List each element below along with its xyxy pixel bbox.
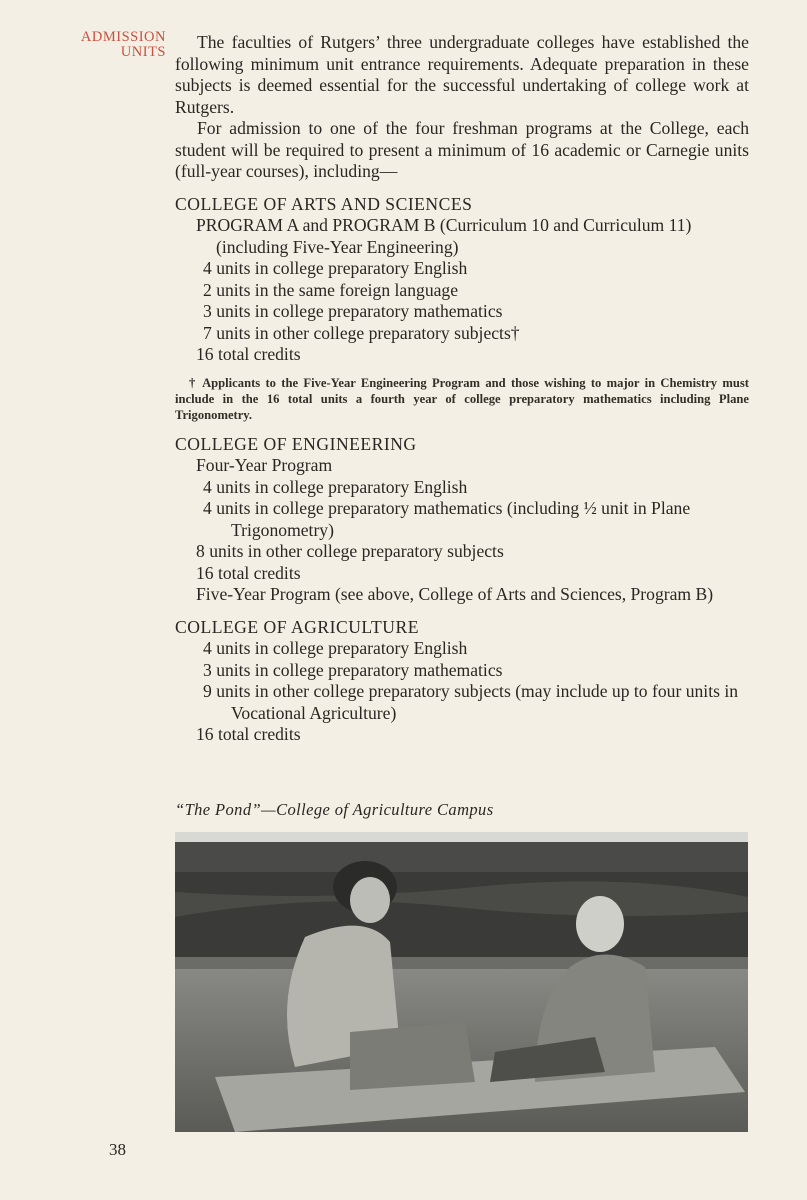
arts-sciences-total: 16 total credits (196, 344, 301, 364)
engineering-five-year: Five-Year Program (see above, College of Arts and Sciences, Program B) (196, 584, 714, 604)
intro-paragraph-2: For admission to one of the four freshman programs at the College, each student will be required to present a minimum of 16 academic or Carnegie units (full-year courses), including— (175, 118, 749, 181)
agriculture-item: 9 units in other college preparatory subjects (may include up to four units in Vocational Agriculture) (203, 681, 739, 723)
photo-caption: “The Pond”—College of Agriculture Campus (175, 800, 494, 819)
pond-photo-illustration (175, 832, 748, 1132)
pond-photo (175, 832, 748, 1132)
margin-heading-line1: ADMISSION (80, 29, 166, 45)
agriculture-item: 3 units in college preparatory mathematics (203, 659, 503, 680)
arts-sciences-item: 2 units in the same foreign language (203, 279, 459, 300)
page-number: 38 (109, 1140, 126, 1159)
engineering-item: 8 units in other college preparatory subjects (196, 541, 504, 561)
arts-sciences-item: 7 units in other college preparatory subjects† (203, 322, 520, 343)
agriculture-heading: COLLEGE OF AGRICULTURE (175, 616, 419, 637)
engineering-item: 4 units in college preparatory English (203, 476, 468, 497)
arts-sciences-item: 3 units in college preparatory mathematics (203, 301, 503, 321)
agriculture-total: 16 total credits (196, 724, 301, 744)
arts-sciences-program-text: PROGRAM A and PROGRAM B (Curriculum 10 and Curriculum 11) (including Five-Year Engineering) (196, 215, 692, 257)
arts-sciences-heading: COLLEGE OF ARTS AND SCIENCES (175, 193, 473, 214)
engineering-total: 16 total credits (196, 562, 301, 583)
arts-sciences-program (175, 215, 749, 258)
margin-heading-line2: UNITS (120, 44, 166, 60)
intro-paragraph-1: The faculties of Rutgers’ three undergraduate colleges have established the following minimum unit entrance requirements. Adequate preparation in these subjects is deemed essential for the successful undertaking of college work at Rutgers. (175, 32, 749, 117)
engineering-program: Four-Year Program (196, 455, 333, 475)
footnote: † Applicants to the Five-Year Engineering Program and those wishing to major in Chemistry must include in the 16 total units a fourth year of college preparatory mathematics including Plane Trigonometry. (175, 375, 749, 422)
margin-heading (40, 30, 166, 60)
arts-sciences-item: 4 units in college preparatory English (203, 258, 468, 278)
agriculture-item: 4 units in college preparatory English (203, 638, 468, 658)
engineering-item: 4 units in college preparatory mathematics (including ½ unit in Plane Trigonometry) (203, 498, 691, 540)
engineering-heading: COLLEGE OF ENGINEERING (175, 433, 417, 454)
main-text (175, 32, 749, 746)
